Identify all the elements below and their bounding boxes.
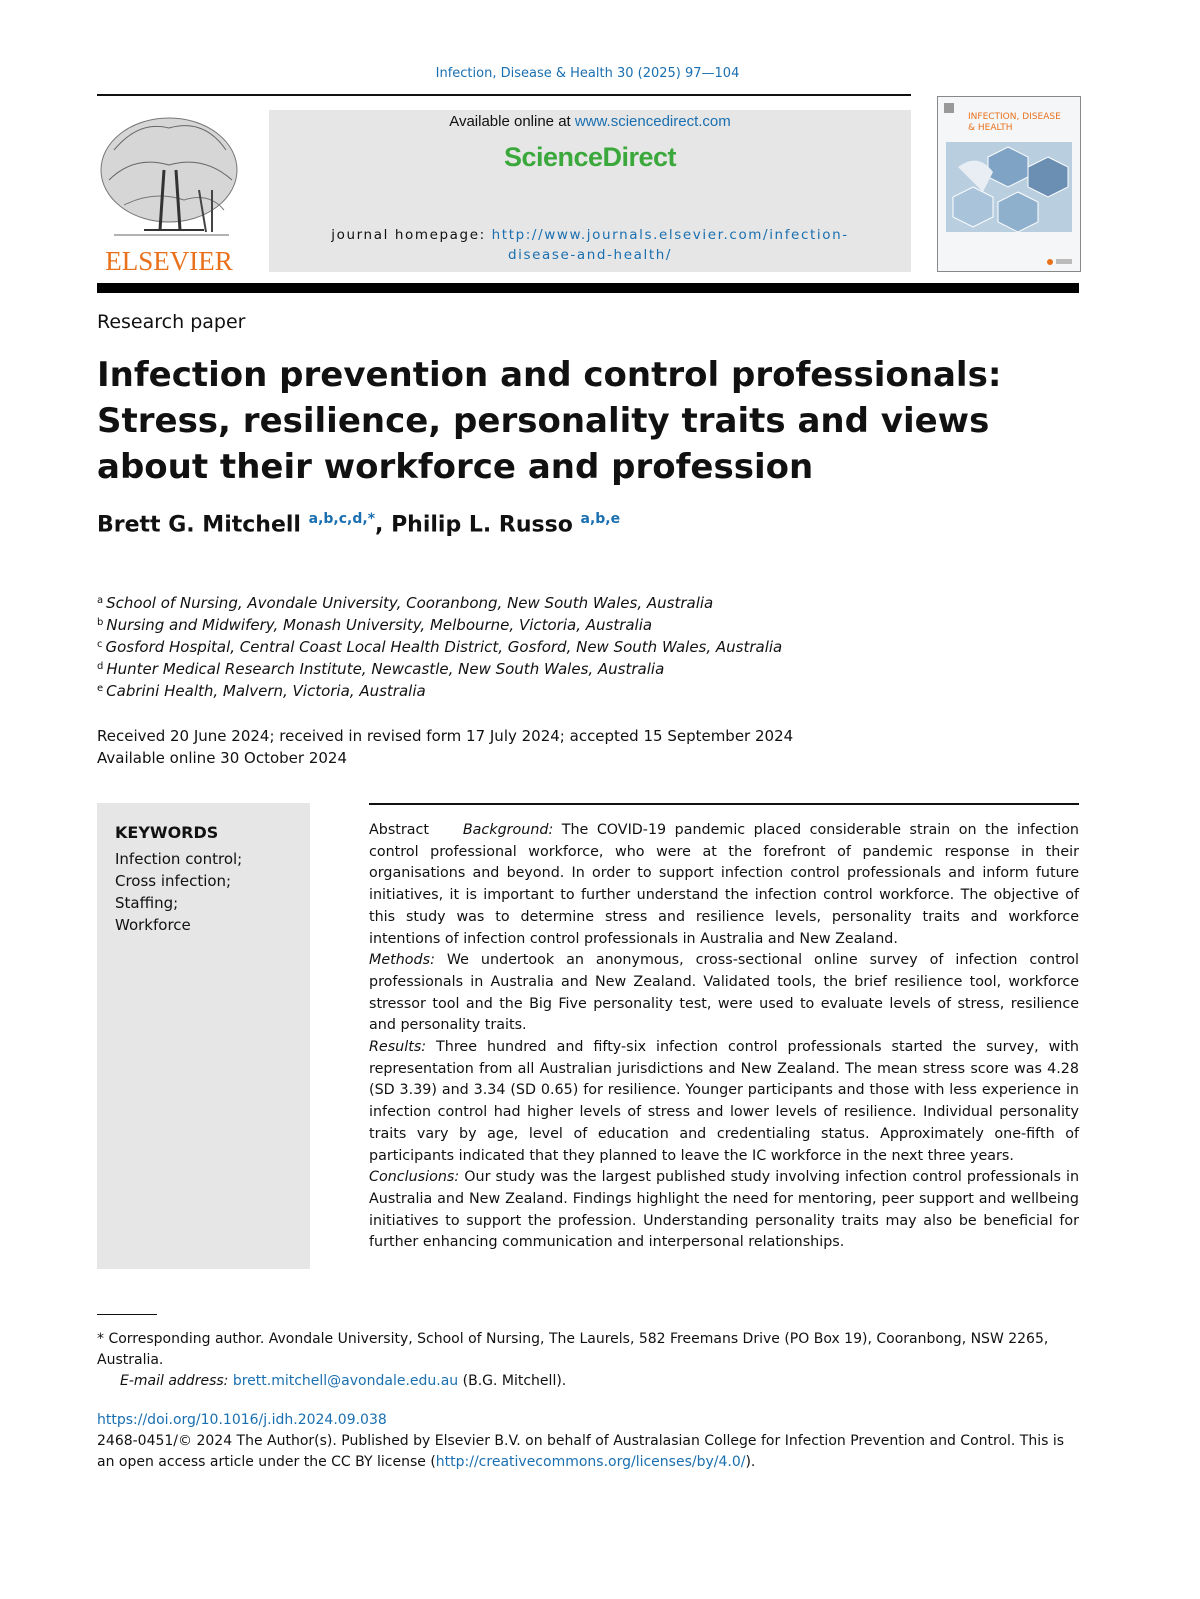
keyword-item[interactable]: Infection control; (115, 850, 243, 868)
email-suffix: (B.G. Mitchell). (462, 1373, 567, 1389)
keyword-item[interactable]: Cross infection; (115, 872, 232, 890)
background-text: The COVID-19 pandemic placed considerable strain on the infection control professional workforce, who were at the forefront of pandemic response in their organisations and beyond. In order to support infection control professionals and inform future initiatives, it is important to further understand the infection control workforce. The objective of this study was to determine stress and resilience levels, personality traits and workforce intentions of infection control professionals in Australia and New Zealand. (369, 822, 1079, 947)
homepage-link-part2[interactable]: disease-and-health/ (507, 247, 673, 263)
sciencedirect-link[interactable]: www.sciencedirect.com (574, 113, 731, 130)
affiliation-item (97, 592, 782, 614)
copyright-text: 2468-0451/© 2024 The Author(s). Published by Elsevier B.V. on behalf of Australasian College for Infection Prevention and Control. This is an open access article under the CC BY license ( (97, 1433, 1065, 1470)
homepage-link-part1[interactable]: http://www.journals.elsevier.com/infection- (491, 227, 849, 243)
affiliation-item (97, 614, 782, 636)
elsevier-logo (94, 110, 244, 278)
corresponding-author-footnote (97, 1329, 1082, 1392)
affiliation-mark: b (97, 617, 104, 628)
cover-title-line2: & HEALTH (968, 123, 1013, 133)
author-name: Philip L. Russo (391, 512, 573, 538)
header-thick-rule (97, 283, 1079, 293)
abstract (369, 820, 1079, 1254)
copyright-close: ). (745, 1454, 756, 1470)
received-dates: Received 20 June 2024; received in revised form 17 July 2024; accepted 15 September 2024 (97, 727, 794, 745)
affiliation-mark: d (97, 661, 104, 672)
elsevier-wordmark: ELSEVIER (105, 246, 233, 276)
methods-text: We undertook an anonymous, cross-sectional online survey of infection control professionals in Australia and New Zealand. Validated tools, the brief resilience tool, workforce stressor tool and the Big Five personality test, were used to evaluate levels of stress, resilience and personality traits. (369, 952, 1079, 1034)
author-affiliation-marks[interactable]: a,b,e (580, 511, 621, 527)
corresponding-text: Corresponding author. Avondale University, School of Nursing, The Laurels, 582 Freemans Drive (PO Box 19), Cooranbong, NSW 2265, Australia. (97, 1331, 1049, 1368)
article-title: Infection prevention and control professionals: Stress, resilience, personality traits and views about their workforce and profession (97, 355, 1002, 487)
available-online-date: Available online 30 October 2024 (97, 749, 348, 767)
elsevier-tree-icon (94, 110, 244, 278)
keyword-item[interactable]: Workforce (115, 916, 191, 934)
conclusions-text: Our study was the largest published study involving infection control professionals in Australia and New Zealand. Findings highlight the need for mentoring, peer support and wellbeing initiatives to support the profession. Understanding personality traits may also be beneficial for further enhancing communication and interpersonal relationships. (369, 1169, 1080, 1251)
keywords-panel (97, 803, 310, 1269)
conclusions-label: Conclusions: (369, 1169, 460, 1186)
keyword-item[interactable]: Staffing; (115, 894, 179, 912)
abstract-rule (369, 803, 1079, 805)
affiliation-text: Nursing and Midwifery, Monash University, Melbourne, Victoria, Australia (106, 616, 653, 634)
affiliation-mark: e (97, 683, 104, 694)
affiliation-list (97, 592, 782, 702)
keywords-heading: KEYWORDS (115, 823, 219, 842)
cover-title-line1: INFECTION, DISEASE (968, 112, 1061, 122)
background-label: Background: (462, 822, 554, 838)
abstract-methods (369, 950, 1079, 1037)
article-dates (97, 725, 793, 769)
footnote-mark: * (97, 1331, 104, 1347)
abstract-conclusions (369, 1167, 1079, 1254)
affiliation-item (97, 636, 782, 658)
abstract-background (369, 820, 1079, 950)
affiliation-text: School of Nursing, Avondale University, Cooranbong, New South Wales, Australia (106, 594, 714, 612)
email-line (97, 1371, 1082, 1392)
journal-cover-thumbnail (937, 96, 1081, 272)
affiliation-item (97, 680, 782, 702)
sciencedirect-brand: ScienceDirect (503, 142, 677, 172)
author-list (97, 511, 620, 537)
homepage-prefix: journal homepage: (331, 227, 492, 243)
email-label: E-mail address: (120, 1373, 229, 1389)
footnote-rule (97, 1314, 157, 1315)
author-affiliation-marks[interactable]: a,b,c,d,* (308, 511, 376, 527)
journal-homepage-line (269, 225, 911, 265)
abstract-results (369, 1037, 1079, 1167)
keywords-list (115, 848, 242, 936)
available-prefix: Available online at (449, 113, 575, 130)
results-label: Results: (369, 1039, 427, 1056)
affiliation-mark: c (97, 639, 103, 650)
affiliation-text: Gosford Hospital, Central Coast Local Health District, Gosford, New South Wales, Australia (105, 638, 783, 656)
affiliation-item (97, 658, 782, 680)
affiliation-text: Hunter Medical Research Institute, Newcastle, New South Wales, Australia (106, 660, 665, 678)
author-separator: , (375, 512, 392, 538)
corresponding-author (97, 1329, 1082, 1371)
abstract-label: Abstract (369, 822, 430, 838)
license-link[interactable]: http://creativecommons.org/licenses/by/4.0/ (435, 1454, 746, 1470)
journal-cover-image (938, 97, 1080, 271)
available-online-line (269, 113, 911, 130)
email-link[interactable]: brett.mitchell@avondale.edu.au (232, 1373, 459, 1389)
copyright-notice (97, 1431, 1082, 1473)
doi-copyright-block (97, 1410, 1082, 1473)
affiliation-mark: a (97, 595, 104, 606)
results-text: Three hundred and fifty-six infection control professionals started the survey, with representation from all Australian jurisdictions and New Zealand. The mean stress score was 4.28 (SD 3.39) and 3.34 (SD 0.65) for resilience. Younger participants and those with less experience in infection control had higher levels of stress and lower levels of resilience. Individual personality traits vary by age, level of education and credentialing status. Approximately one-fifth of participants indicated that they planned to leave the IC workforce in the next three years. (369, 1039, 1079, 1164)
doi-link[interactable]: https://doi.org/10.1016/j.idh.2024.09.038 (97, 1412, 387, 1428)
journal-citation[interactable]: Infection, Disease & Health 30 (2025) 97—104 (435, 66, 740, 81)
affiliation-text: Cabrini Health, Malvern, Victoria, Australia (106, 682, 426, 700)
article-type: Research paper (97, 311, 246, 333)
sciencedirect-banner (269, 110, 911, 272)
methods-label: Methods: (369, 952, 435, 969)
header-top-rule (97, 94, 911, 96)
author-name: Brett G. Mitchell (97, 512, 301, 538)
